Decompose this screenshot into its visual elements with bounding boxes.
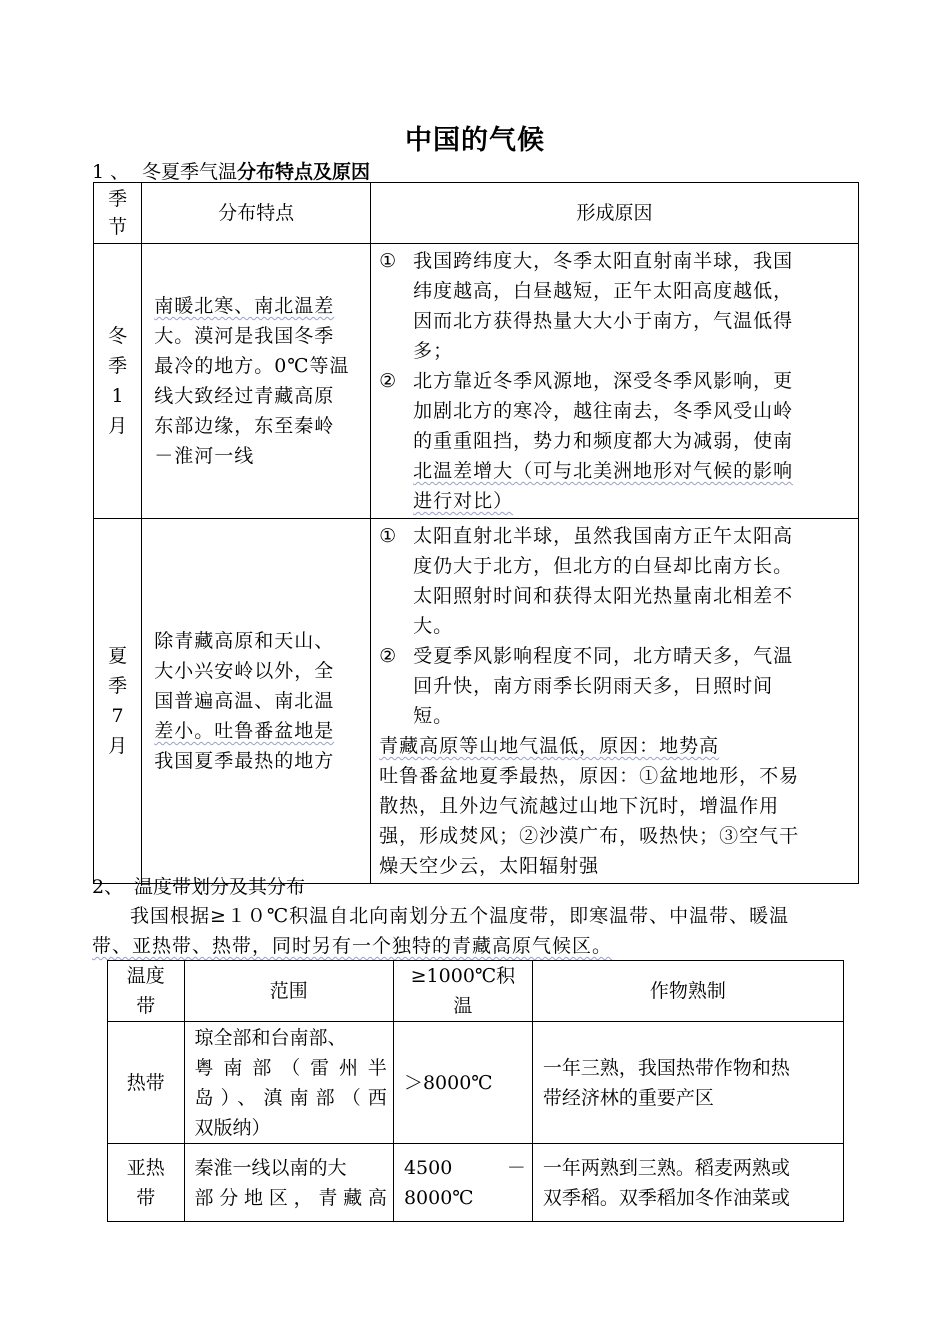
header-range: 范围 xyxy=(184,961,393,1022)
extra-line: 强，形成焚风；②沙漠广布，吸热快；③空气干 xyxy=(379,825,800,847)
header-season-line: 季 xyxy=(108,188,128,210)
feature-line: 最冷的地方。0℃等温 xyxy=(154,355,350,377)
reason-item xyxy=(379,246,850,366)
header-line: ≥1000℃积 xyxy=(410,965,516,987)
season-char: 7 xyxy=(111,705,124,727)
reason-item xyxy=(379,641,850,731)
season-winter xyxy=(94,244,142,519)
extra-line: 吐鲁番盆地夏季最热，原因：①盆地地形，不易 xyxy=(379,765,800,787)
paragraph-line-text: 带、亚热带、热带，同时另有一个独特的青藏高原气候区。 xyxy=(92,935,613,957)
extra-line: 散热，且外边气流越过山地下沉时，增温作用 xyxy=(379,795,780,817)
table-row-summer xyxy=(94,519,859,884)
page-title: 中国的气候 xyxy=(405,125,545,156)
reason-line: 多； xyxy=(413,340,454,362)
reason-line: 加剧北方的寒冷，越往南去，冬季风受山岭 xyxy=(413,400,794,422)
zone-tropical: 热带 xyxy=(108,1022,185,1144)
temp-line: 8000℃ xyxy=(403,1186,474,1209)
reason-marker: ① xyxy=(379,525,397,547)
table-header-row xyxy=(94,183,859,244)
crops-line: 带经济林的重要产区 xyxy=(542,1086,714,1109)
temperature-zone-table xyxy=(107,960,844,1222)
range-tropical xyxy=(184,1022,393,1144)
crops-line: 一年三熟，我国热带作物和热 xyxy=(542,1056,790,1079)
reasons-summer xyxy=(371,519,859,884)
season-char: 季 xyxy=(108,355,128,377)
season-char: 1 xyxy=(111,385,124,407)
crops-line: 双季稻。双季稻加冬作油菜或 xyxy=(542,1186,790,1209)
section-1-heading xyxy=(92,157,370,184)
feature-line: 除青藏高原和天山、 xyxy=(154,630,335,652)
reason-line: 我国跨纬度大，冬季太阳直射南半球，我国 xyxy=(413,250,794,272)
paragraph-line xyxy=(92,931,857,961)
extra-line: 青藏高原等山地气温低，原因：地势高 xyxy=(379,735,720,757)
section-2-number: 2、 xyxy=(92,876,124,898)
reason-line: 度仍大于北方，但北方的白昼却比南方长。 xyxy=(413,555,794,577)
header-line: 带 xyxy=(136,995,156,1017)
feature-line: 我国夏季最热的地方 xyxy=(154,750,335,772)
feature-line: 线大致经过青藏高原 xyxy=(154,385,335,407)
season-char: 冬 xyxy=(108,325,128,347)
range-line: 双版纳） xyxy=(194,1116,271,1139)
reasons-winter xyxy=(371,244,859,519)
section-2-paragraph xyxy=(92,901,857,961)
feature-line: 大小兴安岭以外，全 xyxy=(154,660,335,682)
feature-line: 差小。吐鲁番盆地是 xyxy=(154,720,335,742)
header-season-line: 节 xyxy=(108,216,128,238)
section-1-number: 1 、 xyxy=(92,161,130,183)
table-header-row xyxy=(108,961,844,1022)
season-char: 月 xyxy=(108,735,128,757)
reason-item xyxy=(379,366,850,516)
table-row-subtropical xyxy=(108,1144,844,1222)
range-line: 琼全部和台南部、 xyxy=(194,1026,347,1049)
temp-subtropical xyxy=(393,1144,532,1222)
section-2-heading xyxy=(92,872,305,899)
season-char: 季 xyxy=(108,675,128,697)
reason-marker: ② xyxy=(379,645,397,667)
reason-line: 北温差增大（可与北美洲地形对气候的影响 xyxy=(413,460,794,482)
header-reasons: 形成原因 xyxy=(371,183,859,244)
paragraph-line: 我国根据≥１０℃积温自北向南划分五个温度带，即寒温带、中温带、暖温 xyxy=(130,905,790,927)
header-line: 温 xyxy=(453,995,473,1017)
season-summer xyxy=(94,519,142,884)
section-2-text: 温度带划分及其分布 xyxy=(134,876,306,898)
reason-line: 大。 xyxy=(413,615,454,637)
reason-line: 北方靠近冬季风源地，深受冬季风影响，更 xyxy=(413,370,794,392)
temp-line: 4500 － xyxy=(403,1156,526,1179)
range-line: 秦淮一线以南的大 xyxy=(194,1156,347,1179)
table-row-tropical xyxy=(108,1022,844,1144)
climate-season-table xyxy=(93,182,859,884)
reason-line: 回升快，南方雨季长阴雨天多，日照时间 xyxy=(413,675,774,697)
zone-line: 带 xyxy=(136,1186,156,1209)
reason-line: 因而北方获得热量大大小于南方，气温低得 xyxy=(413,310,794,332)
range-line: 岛）、滇南部（西 xyxy=(194,1086,387,1109)
range-line: 粤南部（雷州半 xyxy=(194,1056,387,1079)
reason-line: 太阳照射时间和获得太阳光热量南北相差不 xyxy=(413,585,794,607)
season-char: 月 xyxy=(108,415,128,437)
header-crops: 作物熟制 xyxy=(532,961,843,1022)
reason-line: 太阳直射北半球，虽然我国南方正午太阳高 xyxy=(413,525,794,547)
reason-marker: ① xyxy=(379,250,397,272)
season-char: 夏 xyxy=(108,645,128,667)
zone-subtropical xyxy=(108,1144,185,1222)
crops-subtropical xyxy=(532,1144,843,1222)
feature-line: 国普遍高温、南北温 xyxy=(154,690,335,712)
header-features: 分布特点 xyxy=(142,183,371,244)
header-line: 温度 xyxy=(126,965,165,987)
range-subtropical xyxy=(184,1144,393,1222)
reason-line: 的重重阻挡，势力和频度都大为减弱，使南 xyxy=(413,430,794,452)
crops-line: 一年两熟到三熟。稻麦两熟或 xyxy=(542,1156,790,1179)
features-winter xyxy=(142,244,371,519)
reason-line: 进行对比） xyxy=(413,490,514,512)
zone-line: 亚热 xyxy=(126,1156,165,1179)
table-row-winter xyxy=(94,244,859,519)
crops-tropical xyxy=(532,1022,843,1144)
reason-line: 受夏季风影响程度不同，北方晴天多，气温 xyxy=(413,645,794,667)
range-line: 部分地区，青藏高 xyxy=(194,1186,387,1209)
reason-item xyxy=(379,521,850,641)
extra-line: 燥天空少云，太阳辐射强 xyxy=(379,855,600,877)
reason-line: 短。 xyxy=(413,705,454,727)
header-accumulated-temp xyxy=(393,961,532,1022)
reason-marker: ② xyxy=(379,370,397,392)
feature-line: －淮河一线 xyxy=(154,445,255,467)
reason-line: 纬度越高，白昼越短，正午太阳高度越低， xyxy=(413,280,794,302)
section-1-text: 冬夏季气温 xyxy=(142,161,238,183)
section-1-text-bold: 分布特点及原因 xyxy=(237,161,371,183)
header-season xyxy=(94,183,142,244)
feature-line: 东部边缘，东至秦岭 xyxy=(154,415,335,437)
feature-line: 大。漠河是我国冬季 xyxy=(154,325,335,347)
features-summer xyxy=(142,519,371,884)
temp-tropical: ＞8000℃ xyxy=(393,1022,532,1144)
header-zone xyxy=(108,961,185,1022)
feature-line: 南暖北寒、南北温差 xyxy=(154,295,335,317)
